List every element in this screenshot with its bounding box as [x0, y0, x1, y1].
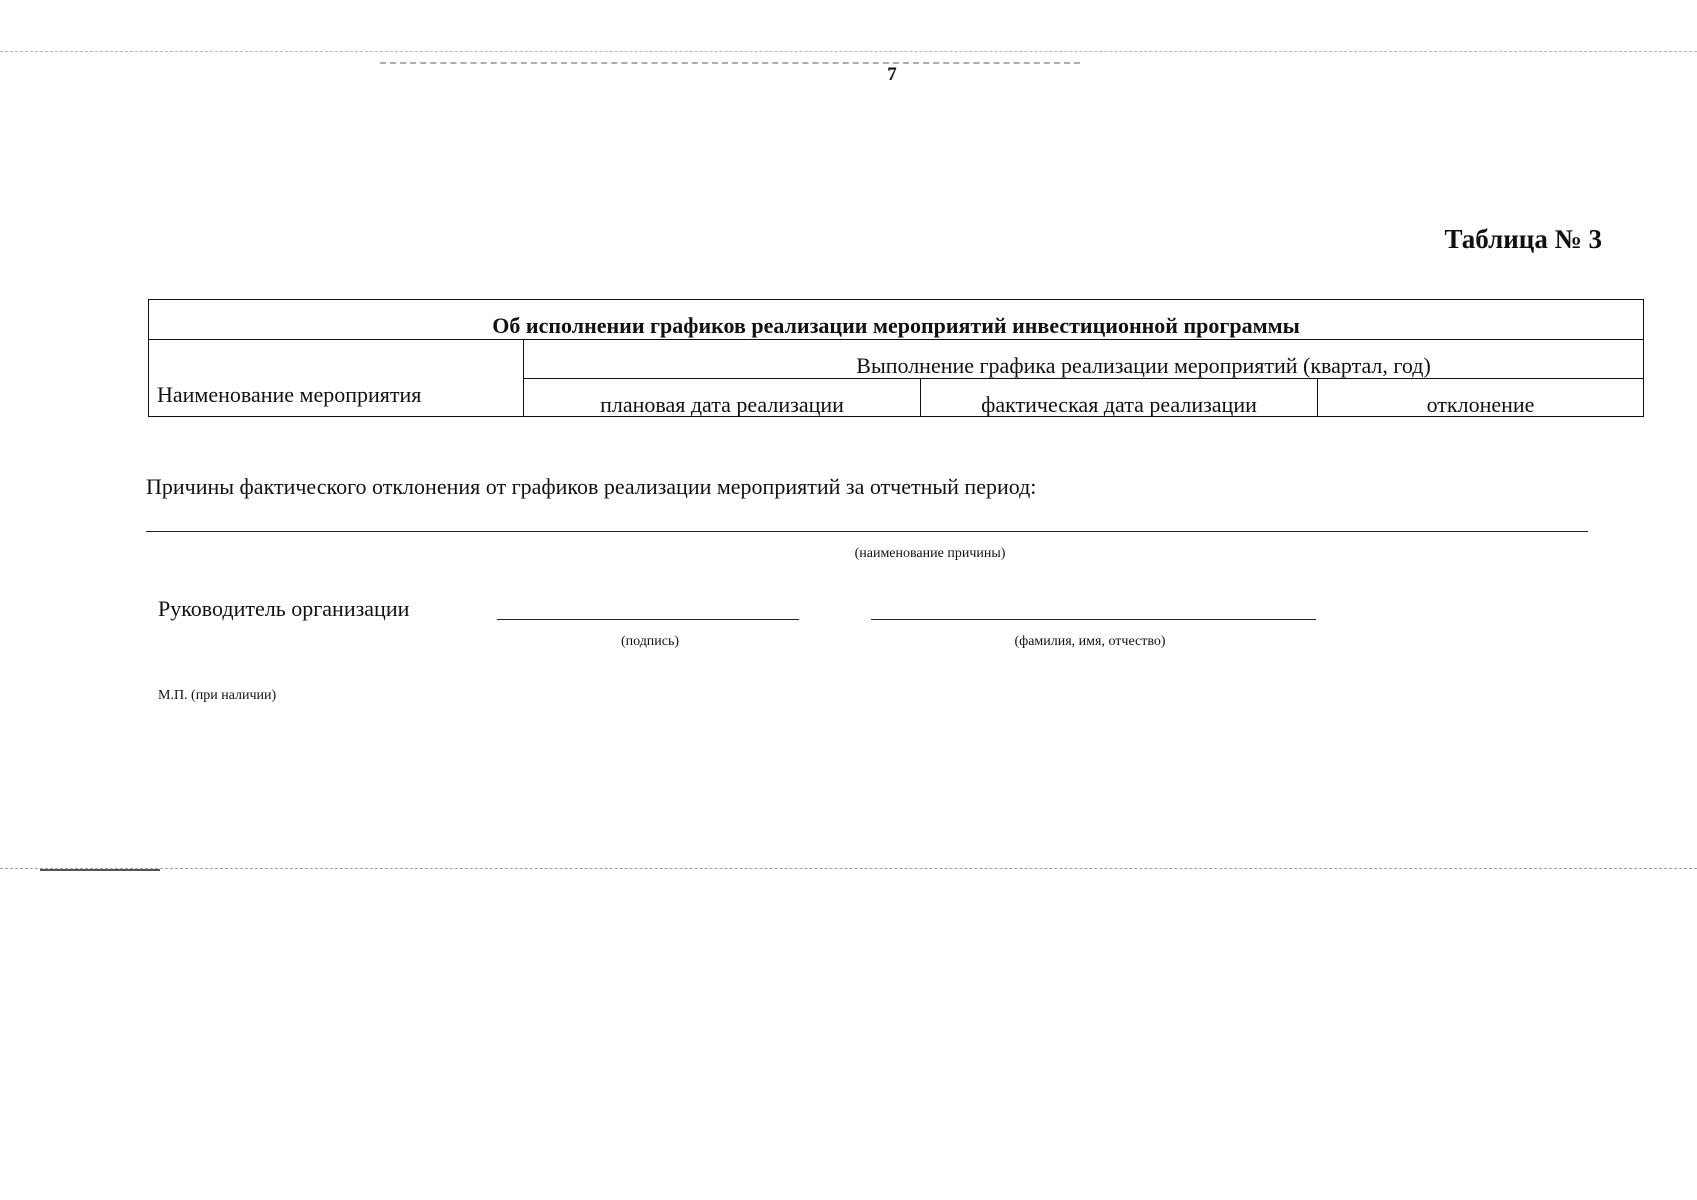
reason-caption: (наименование причины) — [854, 546, 1006, 561]
signature-caption: (подпись) — [620, 634, 680, 649]
header-event-name: Наименование мероприятия — [149, 340, 524, 417]
table-title: Об исполнении графиков реализации мероприятий инвестиционной программы — [149, 300, 1644, 340]
scan-artifact-line — [380, 62, 1080, 64]
deviation-reasons-label: Причины фактического отклонения от графиков реализации мероприятий за отчетный период: — [146, 474, 1037, 499]
full-name-caption: (фамилия, имя, отчество) — [1014, 634, 1166, 649]
table-header-row — [149, 340, 1644, 379]
stamp-place-label: М.П. (при наличии) — [158, 688, 277, 703]
full-name-fill-line[interactable] — [871, 619, 1316, 620]
scan-artifact-line — [0, 868, 1697, 869]
header-planned-date: плановая дата реализации — [524, 379, 921, 417]
investment-program-table — [148, 299, 1644, 417]
scan-artifact-line — [0, 51, 1697, 52]
header-actual-date: фактическая дата реализации — [921, 379, 1318, 417]
table-title-row — [149, 300, 1644, 340]
scan-artifact-line — [40, 869, 160, 871]
signature-fill-line[interactable] — [497, 619, 799, 620]
organization-head-label: Руководитель организации — [158, 596, 410, 621]
table-label: Таблица № 3 — [1444, 224, 1602, 254]
header-schedule-group: Выполнение графика реализации мероприятий (квартал, год) — [524, 340, 1644, 379]
reason-fill-line[interactable] — [146, 531, 1588, 532]
page-number: 7 — [887, 64, 897, 85]
header-deviation: отклонение — [1318, 379, 1644, 417]
